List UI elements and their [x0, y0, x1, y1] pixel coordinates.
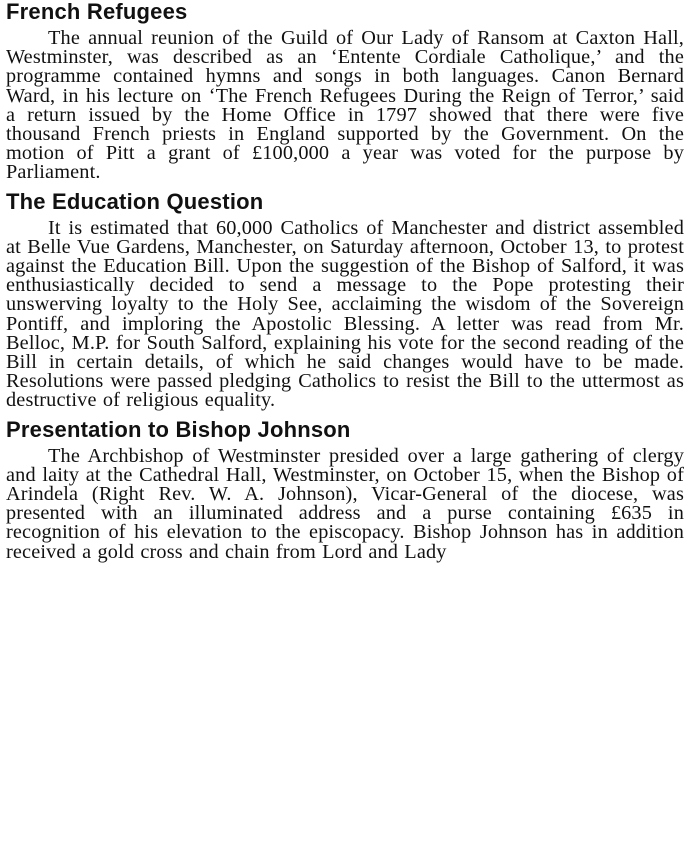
article-french-refugees: [6, 0, 684, 183]
article-body: The Archbishop of Westminster presided over a large gathering of clergy and laity at the Cathedral Hall, Westminster, on October 15, when the Bishop of Arindela (Right Rev. W. A. Johnson), Vicar-General of the diocese, was presented with an illuminated address and a purse containing £635 in recognition of his elevation to the episcopacy. Bishop Johnson has in addition received a gold cross and chain from Lord and Lady: [6, 444, 684, 563]
article-heading: Presentation to Bishop Johnson: [6, 416, 351, 442]
article-body: The annual reunion of the Guild of Our Lady of Ransom at Caxton Hall, Westminster, was described as an ‘Entente Cordiale Catholique,’ and the programme contained hymns and songs in both languages. Canon Bernard Ward, in his lecture on ‘The French Refugees During the Reign of Terror,’ said a return issued by the Home Office in 1797 showed that there were five thousand French priests in England supported by the Government. On the motion of Pitt a grant of £100,000 a year was voted for the purpose by Parliament.: [6, 27, 684, 184]
article-presentation-bishop-johnson: [6, 417, 684, 562]
article-body: It is estimated that 60,000 Catholics of Manchester and district assembled at Belle Vue Gardens, Manchester, on Saturday afternoon, October 13, to protest against the Education Bill. Upon the suggestion of the Bishop of Salford, it was enthusiastically decided to send a message to the Pope protesting their unswerving loyalty to the Holy See, acclaiming the wisdom of the Sovereign Pontiff, and imploring the Apostolic Blessing. A letter was read from Mr. Belloc, M.P. for South Salford, explaining his vote for the second reading of the Bill in certain details, of which he said changes would have to be made. Resolutions were passed pledging Catholics to resist the Bill to the uttermost as destructive of religious equality.: [6, 216, 684, 412]
article-heading: French Refugees: [6, 0, 188, 24]
article-education-question: [6, 189, 684, 411]
article-heading: The Education Question: [6, 188, 264, 214]
